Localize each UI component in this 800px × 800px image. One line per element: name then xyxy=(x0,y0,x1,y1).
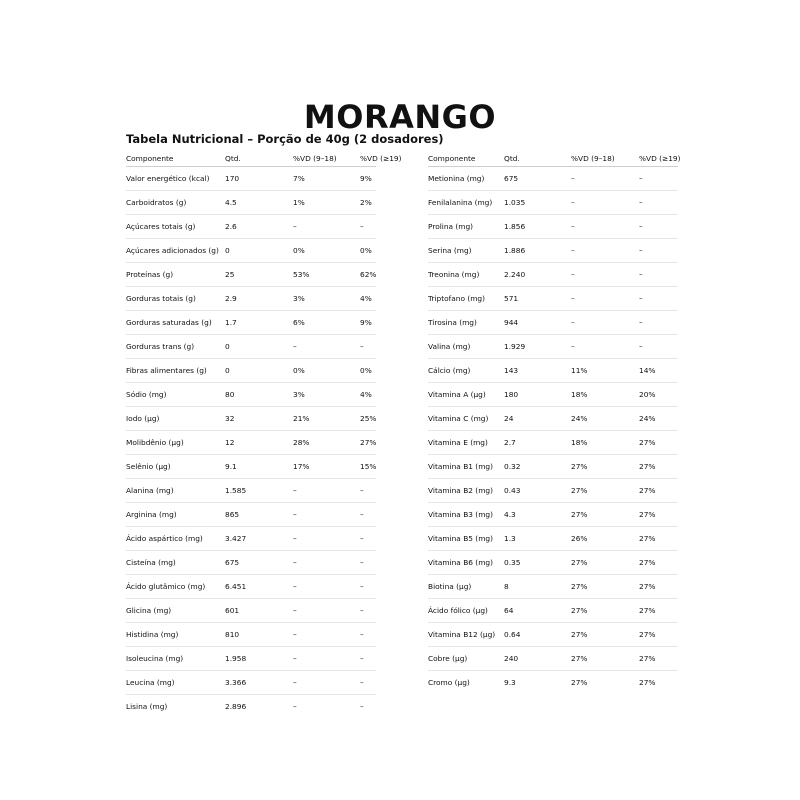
table-row xyxy=(126,191,376,215)
nutrient-quantity: 3.366 xyxy=(225,678,247,687)
nutrient-name: Gorduras trans (g) xyxy=(126,342,195,351)
daily-value-9-18: 27% xyxy=(571,630,588,639)
daily-value-19-plus: – xyxy=(639,198,643,207)
daily-value-9-18: – xyxy=(571,342,575,351)
daily-value-9-18: – xyxy=(293,630,297,639)
nutrient-quantity: 2.896 xyxy=(225,702,247,711)
daily-value-19-plus: 27% xyxy=(639,486,656,495)
nutrient-quantity: 9.3 xyxy=(504,678,516,687)
nutrient-quantity: 1.3 xyxy=(504,534,516,543)
nutrient-quantity: 1.7 xyxy=(225,318,237,327)
table-row xyxy=(428,575,678,599)
daily-value-9-18: 6% xyxy=(293,318,305,327)
daily-value-19-plus: 4% xyxy=(360,390,372,399)
table-row xyxy=(428,167,678,191)
nutrient-name: Gorduras totais (g) xyxy=(126,294,196,303)
nutrient-name: Histidina (mg) xyxy=(126,630,179,639)
nutrient-name: Cisteína (mg) xyxy=(126,558,176,567)
nutrient-quantity: 170 xyxy=(225,174,240,183)
table-row xyxy=(428,599,678,623)
daily-value-19-plus: 27% xyxy=(639,606,656,615)
nutrient-name: Carboidratos (g) xyxy=(126,198,187,207)
nutrient-name: Proteínas (g) xyxy=(126,270,174,279)
nutrient-quantity: 4.3 xyxy=(504,510,516,519)
nutrient-quantity: 675 xyxy=(225,558,240,567)
table-row xyxy=(428,383,678,407)
daily-value-19-plus: 27% xyxy=(639,462,656,471)
nutrient-name: Metionina (mg) xyxy=(428,174,485,183)
nutrient-name: Fenilalanina (mg) xyxy=(428,198,493,207)
nutrient-quantity: 3.427 xyxy=(225,534,247,543)
nutrient-name: Gorduras saturadas (g) xyxy=(126,318,212,327)
daily-value-9-18: 53% xyxy=(293,270,310,279)
daily-value-9-18: 27% xyxy=(571,606,588,615)
daily-value-19-plus: – xyxy=(360,558,364,567)
nutrient-quantity: 675 xyxy=(504,174,519,183)
table-row xyxy=(126,287,376,311)
table-row xyxy=(428,359,678,383)
nutrient-quantity: 571 xyxy=(504,294,519,303)
daily-value-9-18: 3% xyxy=(293,390,305,399)
daily-value-9-18: 3% xyxy=(293,294,305,303)
table-row xyxy=(428,311,678,335)
daily-value-9-18: – xyxy=(571,294,575,303)
daily-value-9-18: 28% xyxy=(293,438,310,447)
nutrient-name: Iodo (µg) xyxy=(126,414,160,423)
daily-value-9-18: – xyxy=(293,534,297,543)
nutrient-name: Isoleucina (mg) xyxy=(126,654,184,663)
column-header: %VD (≥19) xyxy=(360,154,402,163)
table-row xyxy=(126,215,376,239)
daily-value-19-plus: – xyxy=(360,342,364,351)
daily-value-9-18: – xyxy=(293,222,297,231)
daily-value-9-18: – xyxy=(571,270,575,279)
nutrient-quantity: 9.1 xyxy=(225,462,237,471)
table-row xyxy=(428,239,678,263)
table-row xyxy=(126,455,376,479)
nutrient-quantity: 2.7 xyxy=(504,438,516,447)
table-row xyxy=(126,431,376,455)
table-row xyxy=(126,479,376,503)
nutrient-name: Cobre (µg) xyxy=(428,654,468,663)
daily-value-9-18: 18% xyxy=(571,390,588,399)
table-row xyxy=(126,599,376,623)
column-header: %VD (9–18) xyxy=(571,154,615,163)
nutrient-name: Valina (mg) xyxy=(428,342,471,351)
table-row xyxy=(126,527,376,551)
nutrient-name: Treonina (mg) xyxy=(428,270,480,279)
nutrient-name: Biotina (µg) xyxy=(428,582,472,591)
table-row xyxy=(126,647,376,671)
nutrient-name: Ácido aspártico (mg) xyxy=(126,534,203,543)
nutrient-name: Sódio (mg) xyxy=(126,390,167,399)
nutrient-name: Ácido fólico (µg) xyxy=(428,606,488,615)
nutrient-quantity: 6.451 xyxy=(225,582,247,591)
nutrient-quantity: 0.32 xyxy=(504,462,521,471)
daily-value-19-plus: – xyxy=(360,534,364,543)
nutrient-name: Cromo (µg) xyxy=(428,678,470,687)
daily-value-19-plus: – xyxy=(360,582,364,591)
daily-value-9-18: – xyxy=(293,606,297,615)
nutrient-quantity: 12 xyxy=(225,438,235,447)
nutrient-quantity: 1.856 xyxy=(504,222,526,231)
daily-value-9-18: 27% xyxy=(571,654,588,663)
nutrient-name: Vitamina A (µg) xyxy=(428,390,486,399)
nutrient-quantity: 601 xyxy=(225,606,240,615)
table-header-row xyxy=(428,150,681,167)
nutrient-name: Vitamina B12 (µg) xyxy=(428,630,496,639)
daily-value-9-18: – xyxy=(293,342,297,351)
column-header: Qtd. xyxy=(504,154,520,163)
daily-value-9-18: – xyxy=(571,174,575,183)
daily-value-9-18: 27% xyxy=(571,558,588,567)
table-row xyxy=(126,503,376,527)
nutrient-quantity: 1.929 xyxy=(504,342,526,351)
nutrient-name: Vitamina B2 (mg) xyxy=(428,486,493,495)
daily-value-9-18: 27% xyxy=(571,582,588,591)
daily-value-19-plus: 4% xyxy=(360,294,372,303)
daily-value-9-18: 1% xyxy=(293,198,305,207)
daily-value-19-plus: 9% xyxy=(360,318,372,327)
nutrient-name: Arginina (mg) xyxy=(126,510,177,519)
nutrient-name: Ácido glutâmico (mg) xyxy=(126,582,206,591)
daily-value-9-18: 27% xyxy=(571,462,588,471)
daily-value-19-plus: – xyxy=(360,222,364,231)
nutrition-table-right xyxy=(428,150,681,695)
table-row xyxy=(126,383,376,407)
daily-value-19-plus: 27% xyxy=(639,654,656,663)
daily-value-9-18: 7% xyxy=(293,174,305,183)
nutrition-table-left xyxy=(126,150,402,719)
nutrient-quantity: 4.5 xyxy=(225,198,237,207)
daily-value-19-plus: 24% xyxy=(639,414,656,423)
daily-value-9-18: – xyxy=(293,654,297,663)
daily-value-19-plus: – xyxy=(639,222,643,231)
daily-value-19-plus: 27% xyxy=(639,630,656,639)
table-row xyxy=(428,407,678,431)
nutrient-name: Molibdênio (µg) xyxy=(126,438,184,447)
nutrient-quantity: 810 xyxy=(225,630,240,639)
nutrient-name: Açúcares totais (g) xyxy=(126,222,196,231)
table-subtitle: Tabela Nutricional – Porção de 40g (2 dosadores) xyxy=(126,132,444,146)
daily-value-9-18: – xyxy=(293,486,297,495)
nutrient-quantity: 143 xyxy=(504,366,519,375)
daily-value-9-18: 18% xyxy=(571,438,588,447)
table-row xyxy=(126,671,376,695)
daily-value-19-plus: 62% xyxy=(360,270,377,279)
nutrient-name: Cálcio (mg) xyxy=(428,366,471,375)
nutrient-name: Valor energético (kcal) xyxy=(126,174,210,183)
nutrient-quantity: 1.585 xyxy=(225,486,247,495)
nutrient-name: Fibras alimentares (g) xyxy=(126,366,207,375)
nutrient-name: Prolina (mg) xyxy=(428,222,474,231)
daily-value-19-plus: 25% xyxy=(360,414,377,423)
nutrient-name: Selênio (µg) xyxy=(126,462,171,471)
daily-value-9-18: – xyxy=(293,678,297,687)
daily-value-19-plus: 20% xyxy=(639,390,656,399)
nutrient-quantity: 0.64 xyxy=(504,630,521,639)
nutrient-name: Leucina (mg) xyxy=(126,678,175,687)
daily-value-9-18: 21% xyxy=(293,414,310,423)
table-row xyxy=(428,431,678,455)
table-row xyxy=(428,263,678,287)
column-header: Componente xyxy=(428,154,476,163)
nutrient-quantity: 0 xyxy=(225,246,230,255)
daily-value-9-18: 11% xyxy=(571,366,588,375)
column-header: %VD (9–18) xyxy=(293,154,337,163)
nutrient-quantity: 2.240 xyxy=(504,270,526,279)
nutrient-quantity: 25 xyxy=(225,270,235,279)
table-row xyxy=(428,287,678,311)
table-row xyxy=(126,335,376,359)
daily-value-9-18: 17% xyxy=(293,462,310,471)
nutrient-name: Vitamina C (mg) xyxy=(428,414,489,423)
daily-value-19-plus: – xyxy=(360,630,364,639)
nutrient-name: Alanina (mg) xyxy=(126,486,174,495)
daily-value-19-plus: – xyxy=(360,606,364,615)
table-row xyxy=(126,551,376,575)
daily-value-19-plus: 27% xyxy=(639,558,656,567)
daily-value-9-18: – xyxy=(293,558,297,567)
table-row xyxy=(126,263,376,287)
nutrient-name: Triptofano (mg) xyxy=(428,294,485,303)
table-row xyxy=(126,407,376,431)
nutrient-quantity: 2.9 xyxy=(225,294,237,303)
daily-value-9-18: – xyxy=(293,510,297,519)
daily-value-19-plus: – xyxy=(639,270,643,279)
table-row xyxy=(428,623,678,647)
nutrient-quantity: 0 xyxy=(225,342,230,351)
daily-value-19-plus: 27% xyxy=(639,534,656,543)
nutrient-quantity: 0 xyxy=(225,366,230,375)
table-row xyxy=(428,671,678,695)
daily-value-19-plus: 9% xyxy=(360,174,372,183)
daily-value-9-18: 26% xyxy=(571,534,588,543)
daily-value-9-18: – xyxy=(571,318,575,327)
nutrient-quantity: 865 xyxy=(225,510,240,519)
nutrient-name: Tirosina (mg) xyxy=(428,318,477,327)
table-row xyxy=(428,455,678,479)
nutrient-name: Vitamina B5 (mg) xyxy=(428,534,493,543)
daily-value-19-plus: – xyxy=(639,246,643,255)
table-row xyxy=(126,167,376,191)
daily-value-9-18: 27% xyxy=(571,486,588,495)
column-header: %VD (≥19) xyxy=(639,154,681,163)
table-row xyxy=(428,215,678,239)
daily-value-19-plus: 27% xyxy=(639,510,656,519)
nutrient-name: Glicina (mg) xyxy=(126,606,172,615)
table-header-row xyxy=(126,150,402,167)
daily-value-19-plus: – xyxy=(360,702,364,711)
nutrient-quantity: 32 xyxy=(225,414,235,423)
table-row xyxy=(126,695,376,719)
table-row xyxy=(428,479,678,503)
table-row xyxy=(126,623,376,647)
daily-value-9-18: – xyxy=(571,246,575,255)
nutrient-quantity: 1.035 xyxy=(504,198,526,207)
daily-value-9-18: – xyxy=(293,582,297,591)
nutrient-quantity: 944 xyxy=(504,318,519,327)
column-header: Componente xyxy=(126,154,174,163)
table-row xyxy=(428,503,678,527)
table-row xyxy=(126,359,376,383)
nutrient-name: Vitamina B6 (mg) xyxy=(428,558,493,567)
daily-value-19-plus: 27% xyxy=(639,678,656,687)
table-row xyxy=(428,335,678,359)
nutrient-quantity: 1.958 xyxy=(225,654,247,663)
table-row xyxy=(126,575,376,599)
daily-value-19-plus: 14% xyxy=(639,366,656,375)
daily-value-19-plus: – xyxy=(360,510,364,519)
daily-value-19-plus: 27% xyxy=(639,438,656,447)
daily-value-19-plus: 15% xyxy=(360,462,377,471)
nutrient-name: Vitamina B3 (mg) xyxy=(428,510,493,519)
nutrient-name: Serina (mg) xyxy=(428,246,472,255)
table-row xyxy=(428,647,678,671)
nutrient-quantity: 0.35 xyxy=(504,558,521,567)
daily-value-19-plus: – xyxy=(639,294,643,303)
daily-value-9-18: – xyxy=(293,702,297,711)
nutrient-name: Lisina (mg) xyxy=(126,702,168,711)
daily-value-9-18: 0% xyxy=(293,366,305,375)
table-row xyxy=(428,551,678,575)
daily-value-19-plus: 2% xyxy=(360,198,372,207)
daily-value-19-plus: – xyxy=(360,678,364,687)
column-header: Qtd. xyxy=(225,154,241,163)
nutrient-quantity: 180 xyxy=(504,390,519,399)
nutrient-name: Vitamina B1 (mg) xyxy=(428,462,493,471)
nutrient-name: Açúcares adicionados (g) xyxy=(126,246,219,255)
daily-value-9-18: 0% xyxy=(293,246,305,255)
table-row xyxy=(428,191,678,215)
daily-value-9-18: 27% xyxy=(571,510,588,519)
nutrient-quantity: 8 xyxy=(504,582,509,591)
daily-value-19-plus: – xyxy=(360,654,364,663)
nutrient-quantity: 2.6 xyxy=(225,222,237,231)
daily-value-19-plus: 27% xyxy=(360,438,377,447)
nutrient-quantity: 1.886 xyxy=(504,246,526,255)
table-row xyxy=(126,239,376,263)
page-title: MORANGO xyxy=(303,98,497,136)
nutrient-quantity: 0.43 xyxy=(504,486,521,495)
nutrient-name: Vitamina E (mg) xyxy=(428,438,488,447)
nutrient-quantity: 240 xyxy=(504,654,519,663)
daily-value-19-plus: 0% xyxy=(360,366,372,375)
daily-value-9-18: – xyxy=(571,198,575,207)
daily-value-19-plus: – xyxy=(360,486,364,495)
daily-value-9-18: 24% xyxy=(571,414,588,423)
daily-value-19-plus: 27% xyxy=(639,582,656,591)
table-row xyxy=(126,311,376,335)
daily-value-19-plus: – xyxy=(639,174,643,183)
nutrient-quantity: 24 xyxy=(504,414,514,423)
nutrient-quantity: 80 xyxy=(225,390,235,399)
daily-value-9-18: – xyxy=(571,222,575,231)
table-row xyxy=(428,527,678,551)
daily-value-19-plus: – xyxy=(639,342,643,351)
daily-value-9-18: 27% xyxy=(571,678,588,687)
nutrient-quantity: 64 xyxy=(504,606,514,615)
daily-value-19-plus: – xyxy=(639,318,643,327)
daily-value-19-plus: 0% xyxy=(360,246,372,255)
